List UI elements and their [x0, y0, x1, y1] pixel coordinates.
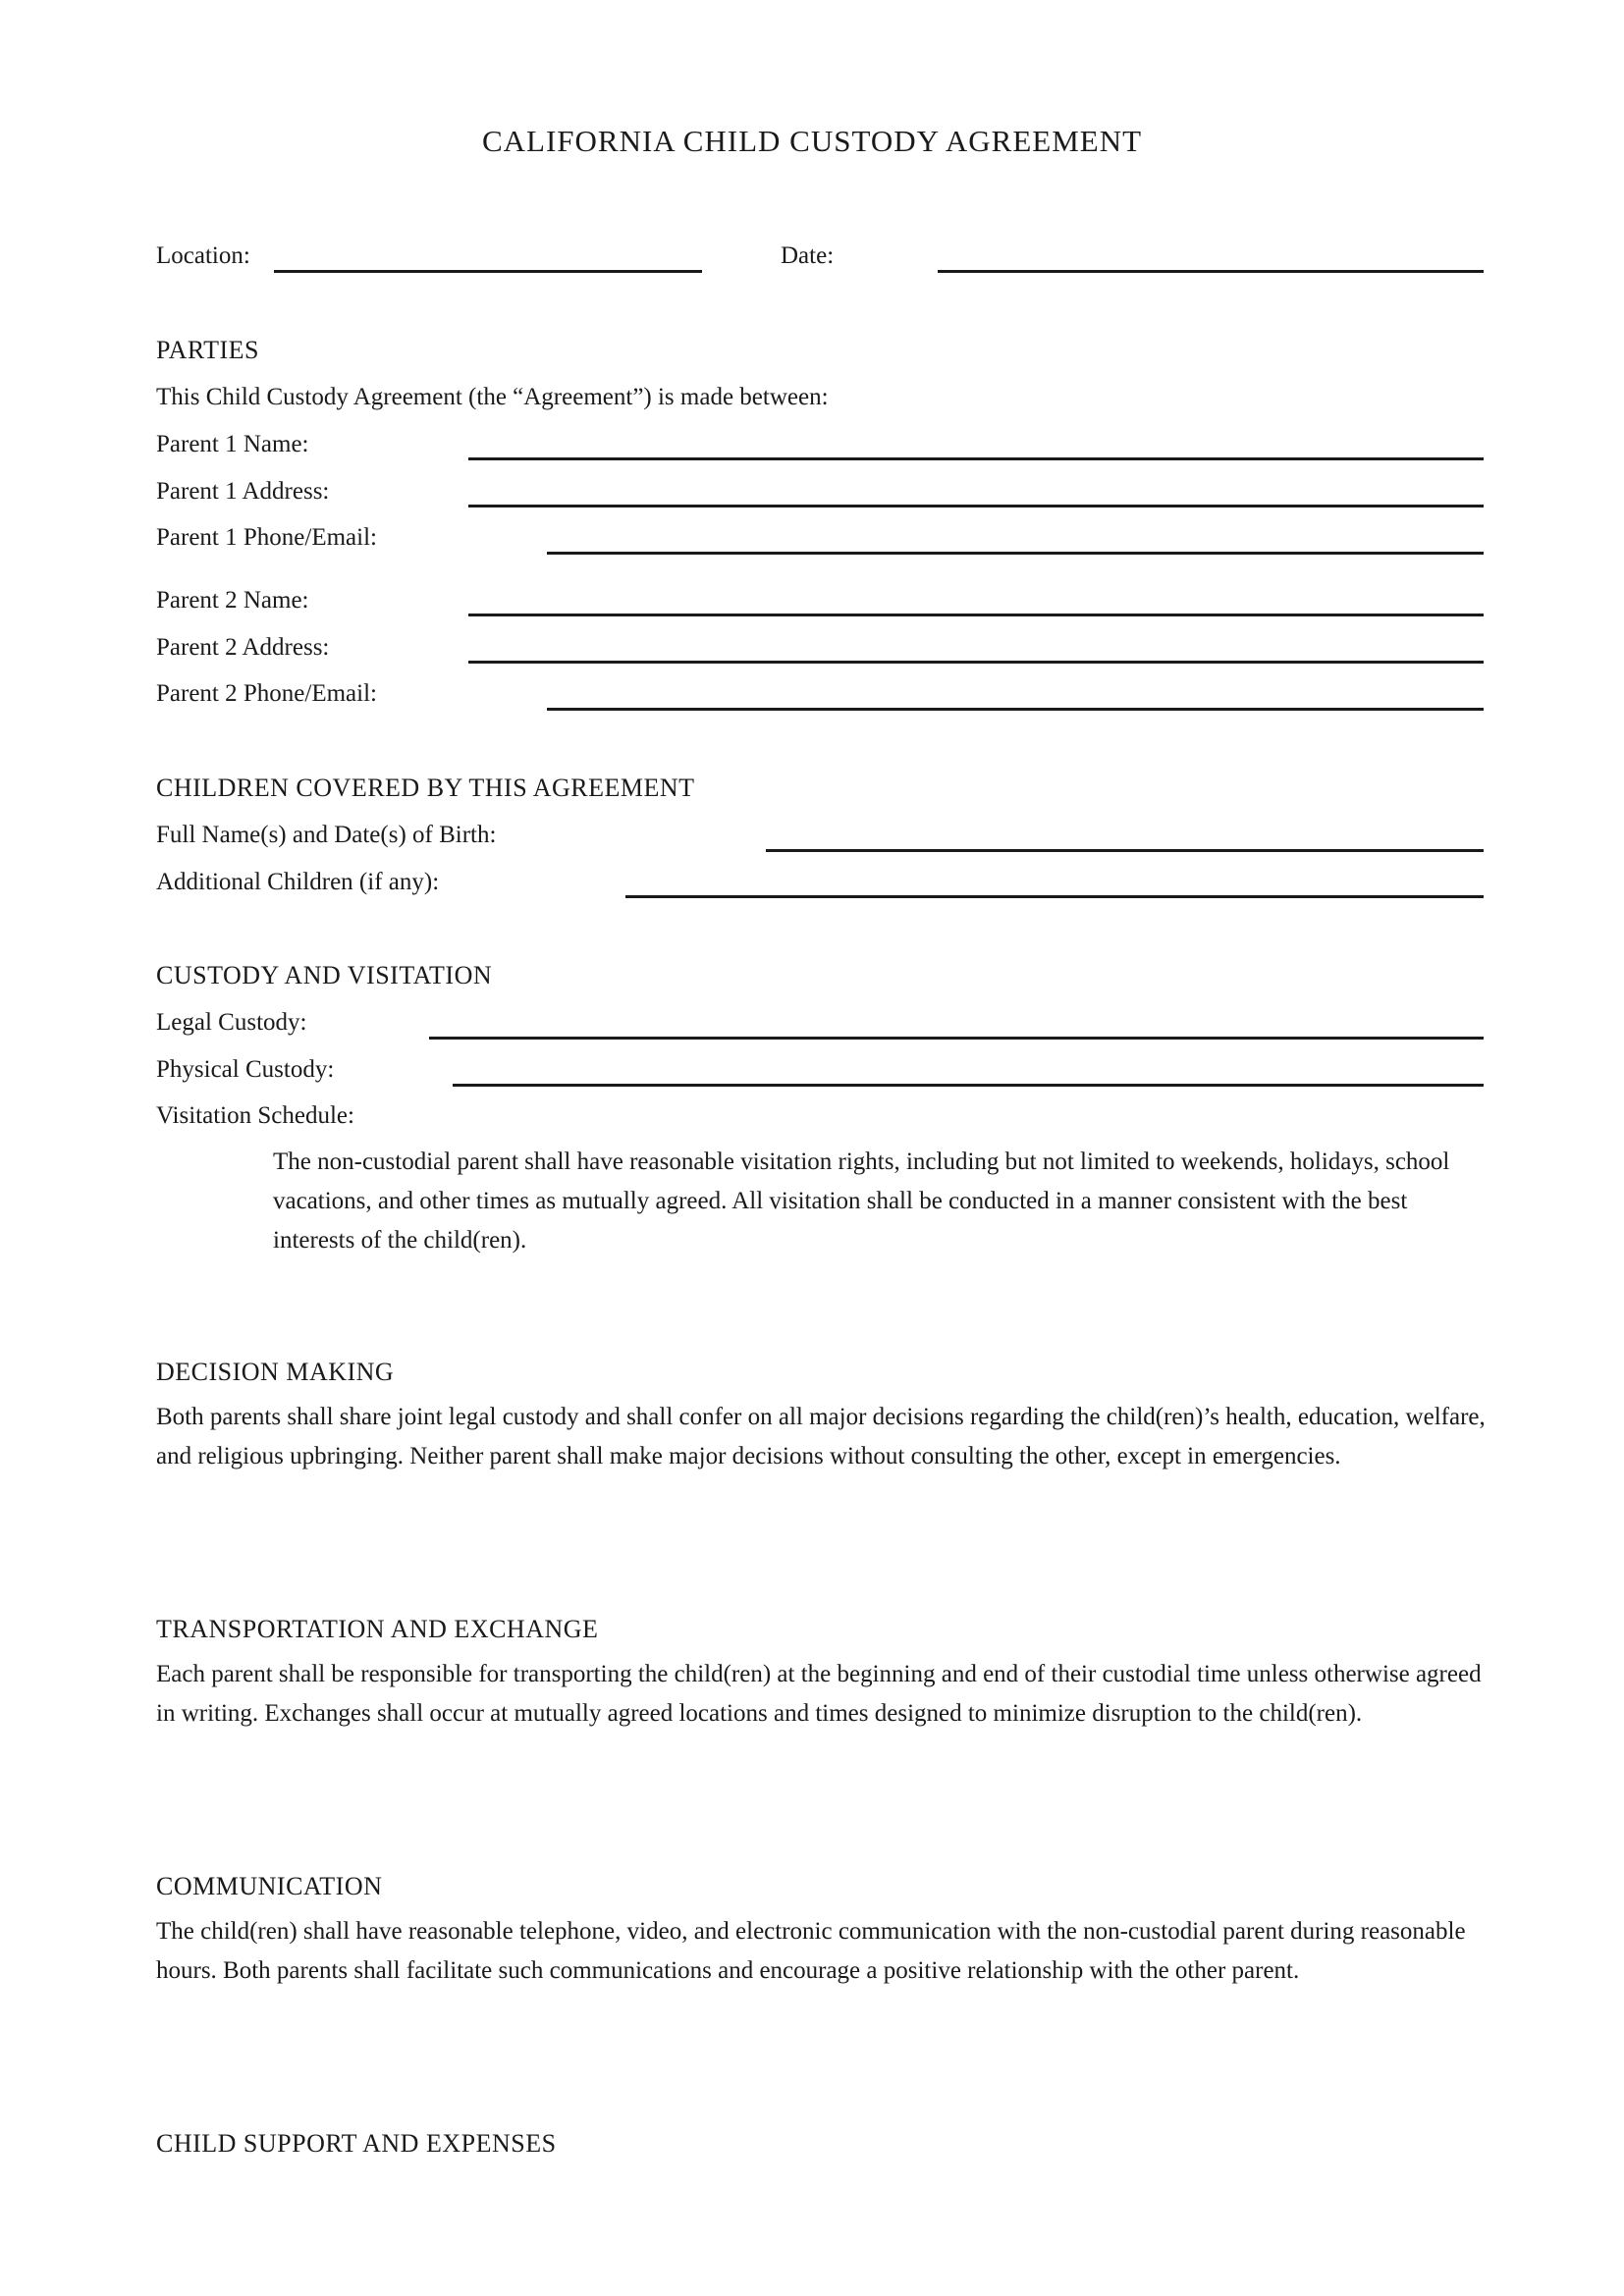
- additional-children-field[interactable]: [625, 895, 1484, 898]
- location-label: Location:: [156, 242, 250, 269]
- additional-children-label: Additional Children (if any):: [156, 869, 440, 895]
- document-title: CALIFORNIA CHILD CUSTODY AGREEMENT: [481, 124, 1143, 158]
- parent1-contact-field[interactable]: [547, 552, 1484, 555]
- children-names-label: Full Name(s) and Date(s) of Birth:: [156, 822, 497, 848]
- custody-heading: CUSTODY AND VISITATION: [156, 961, 493, 989]
- parent2-address-field[interactable]: [468, 661, 1484, 664]
- decision-making-heading: DECISION MAKING: [156, 1358, 395, 1386]
- date-field[interactable]: [938, 270, 1484, 273]
- decision-making-text: Both parents shall share joint legal custody and shall confer on all major decisions regarding the child(ren)’s health, education, welfare, and religious upbringing. Neither parent shall make major decisions without consulting the other, except in emergencies.: [156, 1404, 1486, 1469]
- parent1-address-field[interactable]: [468, 505, 1484, 507]
- parent1-name-field[interactable]: [468, 457, 1484, 460]
- parent2-name-label: Parent 2 Name:: [156, 587, 309, 614]
- date-label: Date:: [781, 242, 835, 269]
- communication-text: The child(ren) shall have reasonable telephone, video, and electronic communication with the non-custodial parent during reasonable hours. Both parents shall facilitate such communications and encourage a positive relationship with the other parent.: [156, 1918, 1466, 1984]
- communication-heading: COMMUNICATION: [156, 1872, 383, 1900]
- parent1-address-label: Parent 1 Address:: [156, 478, 330, 505]
- parent1-name-label: Parent 1 Name:: [156, 431, 309, 457]
- physical-custody-field[interactable]: [453, 1084, 1484, 1087]
- legal-custody-label: Legal Custody:: [156, 1009, 307, 1036]
- parent2-contact-label: Parent 2 Phone/Email:: [156, 680, 377, 707]
- legal-custody-field[interactable]: [429, 1037, 1484, 1040]
- child-support-heading: CHILD SUPPORT AND EXPENSES: [156, 2129, 557, 2158]
- parent2-contact-field[interactable]: [547, 708, 1484, 711]
- children-heading: CHILDREN COVERED BY THIS AGREEMENT: [156, 774, 695, 802]
- visitation-schedule-label: Visitation Schedule:: [156, 1102, 354, 1129]
- visitation-schedule-text: The non-custodial parent shall have reasonable visitation rights, including but not limited to weekends, holidays, school vacations, and other times as mutually agreed. All visitation shall be conducted in a manner consistent with the best interests of the child(ren).: [273, 1148, 1450, 1254]
- parent2-name-field[interactable]: [468, 614, 1484, 616]
- location-field[interactable]: [274, 270, 702, 273]
- transportation-heading: TRANSPORTATION AND EXCHANGE: [156, 1615, 599, 1643]
- transportation-text: Each parent shall be responsible for transporting the child(ren) at the beginning and end of their custodial time unless otherwise agreed in writing. Exchanges shall occur at mutually agreed locations and times designed to minimize disruption to the child(ren).: [156, 1661, 1482, 1727]
- physical-custody-label: Physical Custody:: [156, 1056, 335, 1083]
- parties-heading: PARTIES: [156, 336, 260, 364]
- parent2-address-label: Parent 2 Address:: [156, 634, 330, 661]
- parent1-contact-label: Parent 1 Phone/Email:: [156, 524, 377, 551]
- parties-intro: This Child Custody Agreement (the “Agreement”) is made between:: [156, 384, 829, 410]
- children-names-field[interactable]: [766, 849, 1484, 852]
